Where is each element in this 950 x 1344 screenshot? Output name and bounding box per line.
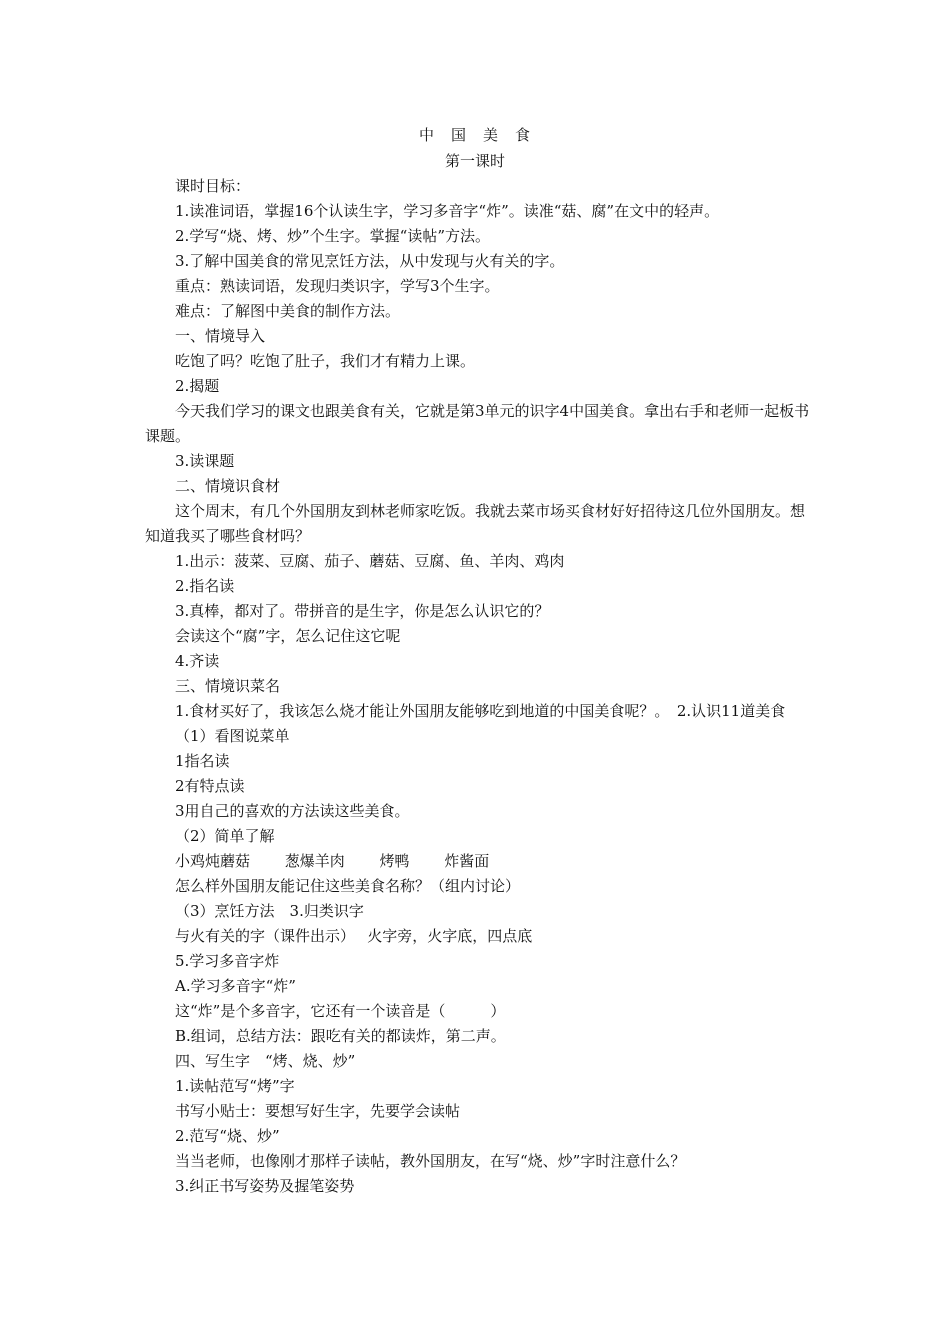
paragraph-line: （2）简单了解 — [175, 827, 275, 845]
paragraph-line: 这“炸”是个多音字，它还有一个读音是（ ） — [175, 1002, 506, 1020]
paragraph-line: 1指名读 — [175, 752, 230, 770]
paragraph-line: 2有特点读 — [175, 777, 245, 795]
paragraph-line: 2.揭题 — [175, 377, 220, 395]
paragraph-line: 4.齐读 — [175, 652, 220, 670]
paragraph-line: 5.学习多音字炸 — [175, 952, 280, 970]
paragraph-line: 3.了解中国美食的常见烹饪方法，从中发现与火有关的字。 — [175, 252, 565, 270]
paragraph-line: A.学习多音字“炸” — [175, 977, 296, 995]
paragraph-line: 课时目标： — [175, 177, 251, 195]
paragraph-line: 重点：熟读词语，发现归类识字，学写3个生字。 — [175, 277, 500, 295]
paragraph-line: 会读这个“腐”字，怎么记住这它呢 — [175, 627, 401, 645]
paragraph-line: 难点：了解图中美食的制作方法。 — [175, 302, 401, 320]
paragraph-line: 2.指名读 — [175, 577, 235, 595]
paragraph-line: （3）烹饪方法 3.归类识字 — [175, 902, 364, 920]
paragraph-line: 3.真棒，都对了。带拼音的是生字，你是怎么认识它的？ — [175, 602, 550, 620]
paragraph-line: 1.读准词语，掌握16个认读生字，学习多音字“炸”。读准“菇、腐”在文中的轻声。 — [175, 202, 720, 220]
paragraph-line: 1.出示：菠菜、豆腐、茄子、蘑菇、豆腐、鱼、羊肉、鸡肉 — [175, 552, 565, 570]
document-body — [145, 174, 810, 1199]
paragraph-line: 这个周末，有几个外国朋友到林老师家吃饭。我就去菜市场买食材好好招待这几位外国朋友。想知道我买了哪些食材吗？ — [145, 502, 806, 545]
paragraph-line: 吃饱了吗？吃饱了肚子，我们才有精力上课。 — [175, 352, 476, 370]
paragraph-line: 3用自己的喜欢的方法读这些美食。 — [175, 802, 410, 820]
paragraph-line: 书写小贴士：要想写好生字，先要学会读帖 — [175, 1102, 461, 1120]
paragraph-line: 小鸡炖蘑菇 葱爆羊肉 烤鸭 炸酱面 — [175, 852, 490, 870]
paragraph-line: （1）看图说菜单 — [175, 727, 290, 745]
paragraph-line: 3.读课题 — [175, 452, 235, 470]
paragraph-line: B.组词，总结方法：跟吃有关的都读炸，第二声。 — [175, 1027, 506, 1045]
paragraph-line: 3.纠正书写姿势及握笔姿势 — [175, 1177, 355, 1195]
paragraph-line: 1.读帖范写“烤”字 — [175, 1077, 295, 1095]
document-subtitle: 第一课时 — [444, 152, 505, 170]
paragraph-line: 四、写生字 “烤、烧、炒” — [175, 1052, 356, 1070]
paragraph-line: 三、情境识菜名 — [175, 677, 281, 695]
paragraph-line: 当当老师，也像刚才那样子读帖，教外国朋友，在写“烧、炒”字时注意什么？ — [175, 1152, 686, 1170]
paragraph-line: 一、情境导入 — [175, 327, 266, 345]
paragraph-line: 2.范写“烧、炒” — [175, 1127, 280, 1145]
paragraph-line: 二、情境识食材 — [175, 477, 281, 495]
paragraph-line: 今天我们学习的课文也跟美食有关，它就是第3单元的识字4中国美食。拿出右手和老师一起板书课题。 — [145, 402, 810, 445]
paragraph-line: 怎么样外国朋友能记住这些美食名称？（组内讨论） — [175, 877, 521, 895]
paragraph-line: 1.食材买好了，我该怎么烧才能让外国朋友能够吃到地道的中国美食呢？。 2.认识11道美食 — [175, 702, 786, 720]
paragraph-line: 2.学写“烧、烤、炒”个生字。掌握“读帖”方法。 — [175, 227, 490, 245]
document-title: 中 国 美 食 — [418, 126, 531, 144]
paragraph-line: 与火有关的字（课件出示） 火字旁，火字底，四点底 — [175, 927, 533, 945]
